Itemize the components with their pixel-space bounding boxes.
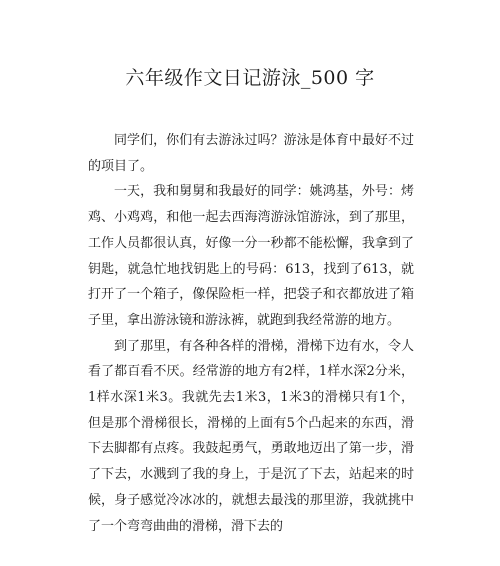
paragraph-intro: 同学们，你们有去游泳过吗？游泳是体育中最好不过的项目了。: [88, 133, 414, 174]
document-title: 六年级作文日记游泳_500 字: [125, 67, 375, 89]
paragraph-locker: 一天，我和舅舅和我最好的同学：姚鸿基，外号：烤鸡、小鸡鸡，和他一起去西海湾游泳馆游泳，到了那里，工作人员都很认真，好像一分一秒都不能松懈，我拿到了钥匙，就急忙地找钥匙上的号码：613，找到了613，就打开了一个箱子，像保险柜一样，把袋子和衣都放进了箱子里，拿出游泳镜和游泳裤，就跑到我经常游的地方。: [88, 184, 414, 328]
document-body: [88, 128, 414, 539]
paragraph-slides: 到了那里，有各种各样的滑梯，滑梯下边有水，令人看了都百看不厌。经常游的地方有2样，1样水深2分米，1样水深1米3。我就先去1米3，1米3的滑梯只有1个，但是那个滑梯很长，滑梯的上面有5个凸起来的东西，滑下去脚都有点疼。我鼓起勇气，勇敢地迈出了第一步，滑了下去，水溅到了我的身上，于是沉了下去，站起来的时候，身子感觉冷冰冰的，就想去最浅的那里游，我就挑中了一个弯弯曲曲的滑梯，滑下去的: [88, 338, 414, 534]
